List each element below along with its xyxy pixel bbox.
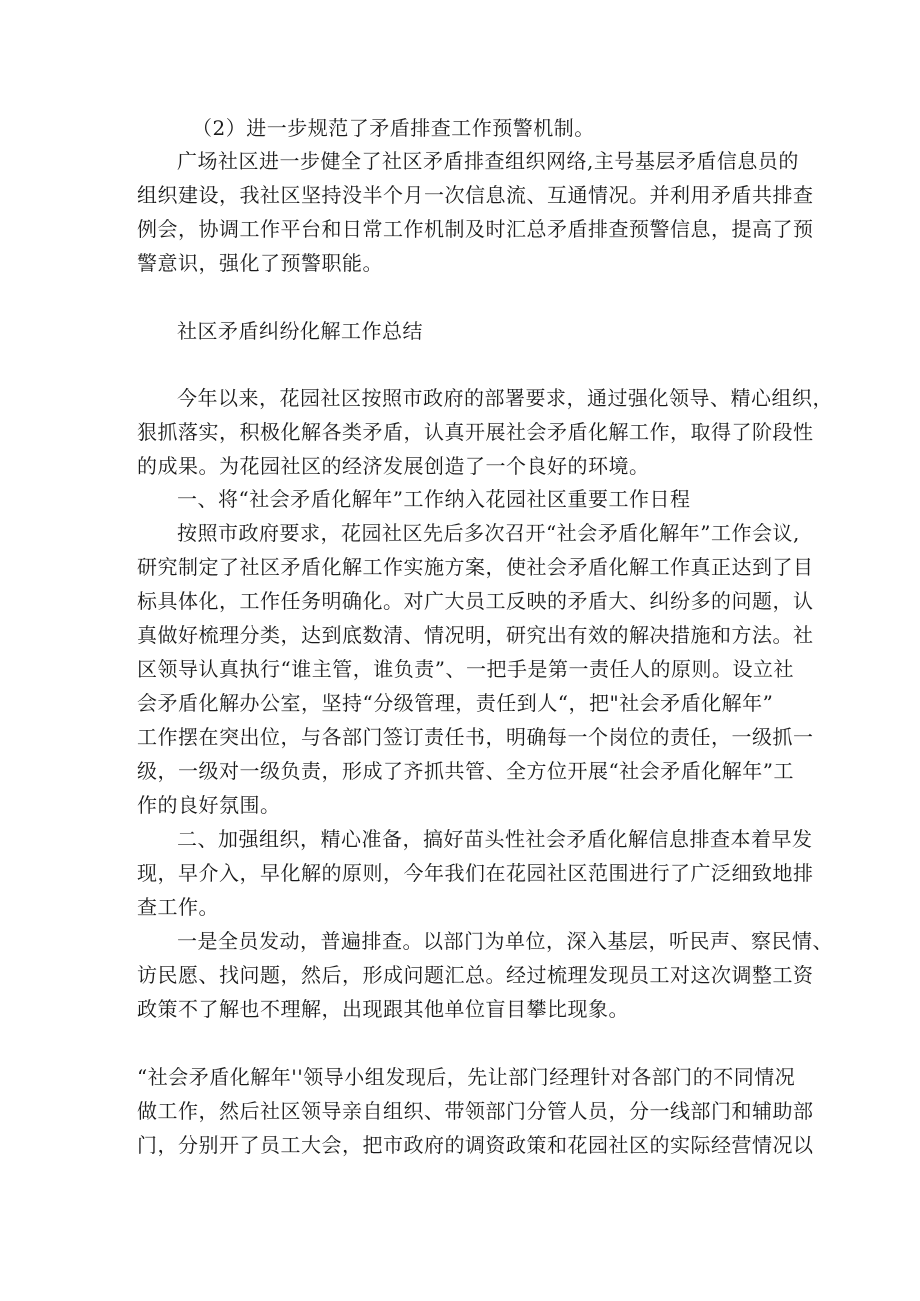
- part-3-line: 政策不了解也不理解，出现跟其他单位盲目攀比现象。: [137, 997, 629, 1021]
- section-1-line: 警意识，强化了预警职能。: [137, 251, 383, 275]
- part-1-line: 区领导认真执行“谁主管，谁负责”、一把手是第一责任人的原则。设立社: [137, 657, 794, 681]
- section-1-line: 广场社区进一步健全了社区矛盾排查组织网络,主号基层矛盾信息员的: [177, 149, 799, 173]
- part-1-line: 会矛盾化解办公室，坚持“分级管理，责任到人“，把"社会矛盾化解年”: [137, 691, 774, 715]
- part-1-line: 级，一级对一级负责，形成了齐抓共管、全方位开展“社会矛盾化解年”工: [137, 759, 794, 783]
- part-1-line: 作的良好氛围。: [137, 793, 281, 817]
- section-1-line: 例会，协调工作平台和日常工作机制及时汇总矛盾排查预警信息，提高了预: [137, 217, 814, 241]
- part-3-line: 访民愿、找问题，然后，形成问题汇总。经过梳理发现员工对这次调整工资: [137, 963, 814, 987]
- part-1-line: 研究制定了社区矛盾化解工作实施方案，使社会矛盾化解工作真正达到了目: [137, 555, 814, 579]
- section-1-line: 组织建设，我社区坚持没半个月一次信息流、互通情况。并利用矛盾共排查: [137, 183, 814, 207]
- part-2-line: 二、加强组织，精心准备，搞好苗头性社会矛盾化解信息排查本着早发: [177, 827, 813, 851]
- part-2-line: 查工作。: [137, 895, 219, 919]
- intro-line: 今年以来，花园社区按照市政府的部署要求，通过强化领导、精心组织，: [177, 386, 833, 410]
- part-1-line: 标具体化，工作任务明确化。对广大员工反映的矛盾大、纠纷多的问题，认: [137, 589, 814, 613]
- intro-line: 狠抓落实，积极化解各类矛盾，认真开展社会矛盾化解工作，取得了阶段性: [137, 420, 814, 444]
- intro-line: 的成果。为花园社区的经济发展创造了一个良好的环境。: [137, 454, 650, 478]
- part-2-line: 现，早介入，早化解的原则，今年我们在花园社区范围进行了广泛细致地排: [137, 861, 814, 885]
- part-3-line: 一是全员发动，普遍排查。以部门为单位，深入基层，听民声、察民情、: [177, 929, 833, 953]
- part-4-line: 做工作，然后社区领导亲自组织、带领部门分管人员，分一线部门和辅助部: [137, 1099, 814, 1123]
- section-1-heading: （2）进一步规范了矛盾排查工作预警机制。: [192, 116, 595, 140]
- part-4-line: “社会矛盾化解年''领导小组发现后，先让部门经理针对各部门的不同情况: [137, 1065, 796, 1089]
- part-1-line: 按照市政府要求，花园社区先后多次召开“社会矛盾化解年”工作会议,: [177, 521, 800, 545]
- part-4-line: 门，分别开了员工大会，把市政府的调资政策和花园社区的实际经营情况以: [137, 1133, 814, 1157]
- document-title: 社区矛盾纠纷化解工作总结: [177, 319, 423, 343]
- part-1-line: 工作摆在突出位，与各部门签订责任书，明确每一个岗位的责任，一级抓一: [137, 725, 814, 749]
- part-1-line: 真做好梳理分类，达到底数清、情况明，研究出有效的解决措施和方法。社: [137, 623, 814, 647]
- part-1-heading: 一、将“社会矛盾化解年”工作纳入花园社区重要工作日程: [177, 487, 691, 511]
